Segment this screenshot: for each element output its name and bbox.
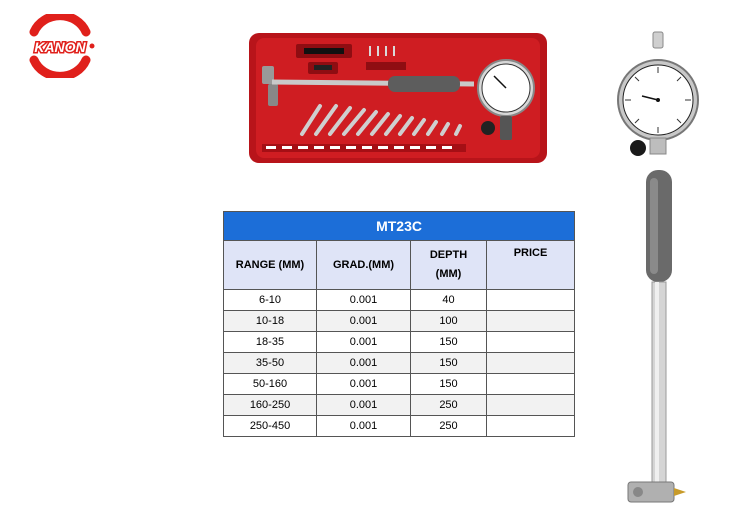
range-cell: 35-50 (224, 353, 317, 374)
table-row (224, 395, 575, 416)
price-cell (487, 395, 575, 416)
range-header: RANGE (MM) (224, 241, 317, 290)
depth-cell: 150 (411, 374, 487, 395)
model-title: MT23C (224, 212, 575, 241)
depth-header (411, 241, 487, 290)
grad-cell: 0.001 (317, 353, 411, 374)
grad-cell: 0.001 (317, 395, 411, 416)
grad-cell: 0.001 (317, 332, 411, 353)
range-cell: 6-10 (224, 290, 317, 311)
table-row (224, 374, 575, 395)
price-cell (487, 311, 575, 332)
range-cell: 160-250 (224, 395, 317, 416)
grad-header: GRAD.(MM) (317, 241, 411, 290)
price-cell (487, 290, 575, 311)
depth-header-line2: (MM) (435, 268, 462, 280)
spec-table (223, 211, 575, 437)
product-case-image (248, 32, 548, 164)
logo-text: KANON (34, 39, 86, 55)
price-cell (487, 416, 575, 437)
price-header: PRICE (487, 241, 575, 290)
depth-cell: 250 (411, 416, 487, 437)
depth-cell: 150 (411, 332, 487, 353)
depth-header-line1: DEPTH (429, 249, 468, 261)
range-cell: 250-450 (224, 416, 317, 437)
depth-cell: 250 (411, 395, 487, 416)
range-cell: 18-35 (224, 332, 317, 353)
table-row (224, 416, 575, 437)
price-cell (487, 332, 575, 353)
depth-cell: 40 (411, 290, 487, 311)
grad-cell: 0.001 (317, 311, 411, 332)
table-row (224, 311, 575, 332)
table-row (224, 332, 575, 353)
depth-cell: 100 (411, 311, 487, 332)
table-row (224, 353, 575, 374)
range-cell: 50-160 (224, 374, 317, 395)
grad-cell: 0.001 (317, 374, 411, 395)
price-cell (487, 353, 575, 374)
price-cell (487, 374, 575, 395)
range-cell: 10-18 (224, 311, 317, 332)
grad-cell: 0.001 (317, 416, 411, 437)
kanon-logo (20, 14, 100, 78)
table-row (224, 290, 575, 311)
bore-gauge-image (598, 30, 716, 510)
depth-cell: 150 (411, 353, 487, 374)
grad-cell: 0.001 (317, 290, 411, 311)
